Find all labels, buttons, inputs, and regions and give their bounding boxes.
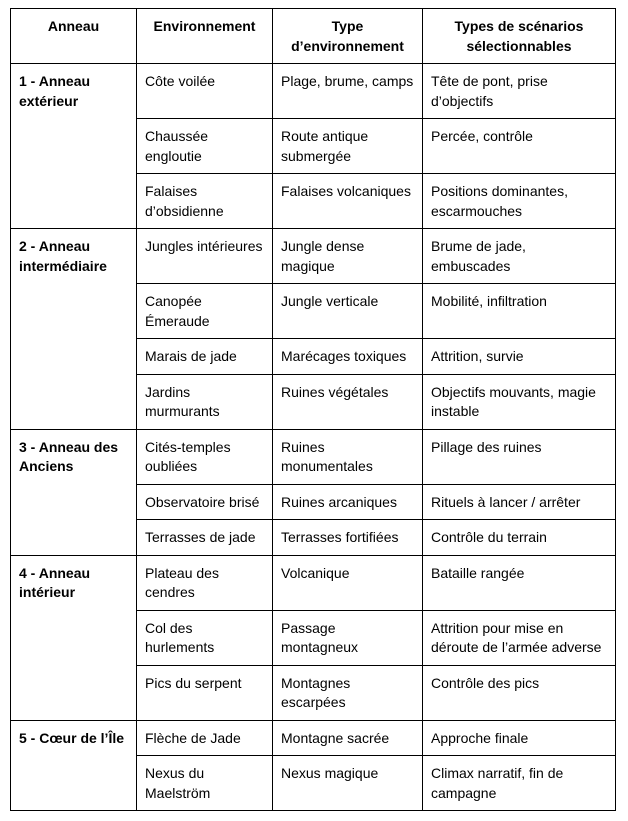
scenario-types-cell: Positions dominantes, escarmouches [423, 174, 616, 229]
table-body [11, 64, 616, 811]
environment-cell: Jungles intérieures [137, 229, 273, 284]
header-environment-type: Type d’environnement [273, 9, 423, 64]
environment-cell: Côte voilée [137, 64, 273, 119]
environment-cell: Marais de jade [137, 339, 273, 375]
table-row [11, 64, 616, 119]
scenario-types-cell: Objectifs mouvants, magie instable [423, 374, 616, 429]
environment-cell: Jardins murmurants [137, 374, 273, 429]
header-row [11, 9, 616, 64]
table-row [11, 229, 616, 284]
environment-type-cell: Montagne sacrée [273, 720, 423, 756]
environment-cell: Plateau des cendres [137, 555, 273, 610]
environment-cell: Canopée Émeraude [137, 284, 273, 339]
scenario-types-cell: Attrition pour mise en déroute de l’armée adverse [423, 610, 616, 665]
environment-type-cell: Volcanique [273, 555, 423, 610]
environment-cell: Nexus du Maelström [137, 756, 273, 811]
scenario-types-cell: Contrôle du terrain [423, 520, 616, 556]
environment-type-cell: Passage montagneux [273, 610, 423, 665]
environment-cell: Pics du serpent [137, 665, 273, 720]
scenario-types-cell: Tête de pont, prise d’objectifs [423, 64, 616, 119]
scenario-types-cell: Brume de jade, embuscades [423, 229, 616, 284]
scenario-types-cell: Attrition, survie [423, 339, 616, 375]
environment-cell: Terrasses de jade [137, 520, 273, 556]
environment-type-cell: Falaises volcaniques [273, 174, 423, 229]
header-environment: Environnement [137, 9, 273, 64]
ring-name-cell: 3 - Anneau des Anciens [11, 429, 137, 555]
table-header [11, 9, 616, 64]
environment-type-cell: Terrasses fortifiées [273, 520, 423, 556]
environment-type-cell: Ruines arcaniques [273, 484, 423, 520]
table-row [11, 429, 616, 484]
campaign-rings-table [10, 8, 616, 811]
environment-cell: Col des hurlements [137, 610, 273, 665]
environment-type-cell: Ruines monumentales [273, 429, 423, 484]
table-row [11, 555, 616, 610]
environment-cell: Falaises d’obsidienne [137, 174, 273, 229]
environment-cell: Chaussée engloutie [137, 119, 273, 174]
scenario-types-cell: Pillage des ruines [423, 429, 616, 484]
scenario-types-cell: Approche finale [423, 720, 616, 756]
environment-type-cell: Route antique submergée [273, 119, 423, 174]
ring-name-cell: 4 - Anneau intérieur [11, 555, 137, 720]
ring-name-cell: 1 - Anneau extérieur [11, 64, 137, 229]
scenario-types-cell: Mobilité, infiltration [423, 284, 616, 339]
ring-name-cell: 5 - Cœur de l’Île [11, 720, 137, 811]
environment-type-cell: Ruines végétales [273, 374, 423, 429]
ring-name-cell: 2 - Anneau intermédiaire [11, 229, 137, 430]
environment-type-cell: Montagnes escarpées [273, 665, 423, 720]
environment-type-cell: Jungle dense magique [273, 229, 423, 284]
environment-type-cell: Nexus magique [273, 756, 423, 811]
environment-type-cell: Plage, brume, camps [273, 64, 423, 119]
scenario-types-cell: Climax narratif, fin de campagne [423, 756, 616, 811]
scenario-types-cell: Percée, contrôle [423, 119, 616, 174]
environment-cell: Observatoire brisé [137, 484, 273, 520]
scenario-types-cell: Bataille rangée [423, 555, 616, 610]
environment-cell: Flèche de Jade [137, 720, 273, 756]
environment-cell: Cités-temples oubliées [137, 429, 273, 484]
scenario-types-cell: Rituels à lancer / arrêter [423, 484, 616, 520]
environment-type-cell: Marécages toxiques [273, 339, 423, 375]
table-row [11, 720, 616, 756]
scenario-types-cell: Contrôle des pics [423, 665, 616, 720]
header-ring: Anneau [11, 9, 137, 64]
header-scenario-types: Types de scénarios sélectionnables [423, 9, 616, 64]
environment-type-cell: Jungle verticale [273, 284, 423, 339]
